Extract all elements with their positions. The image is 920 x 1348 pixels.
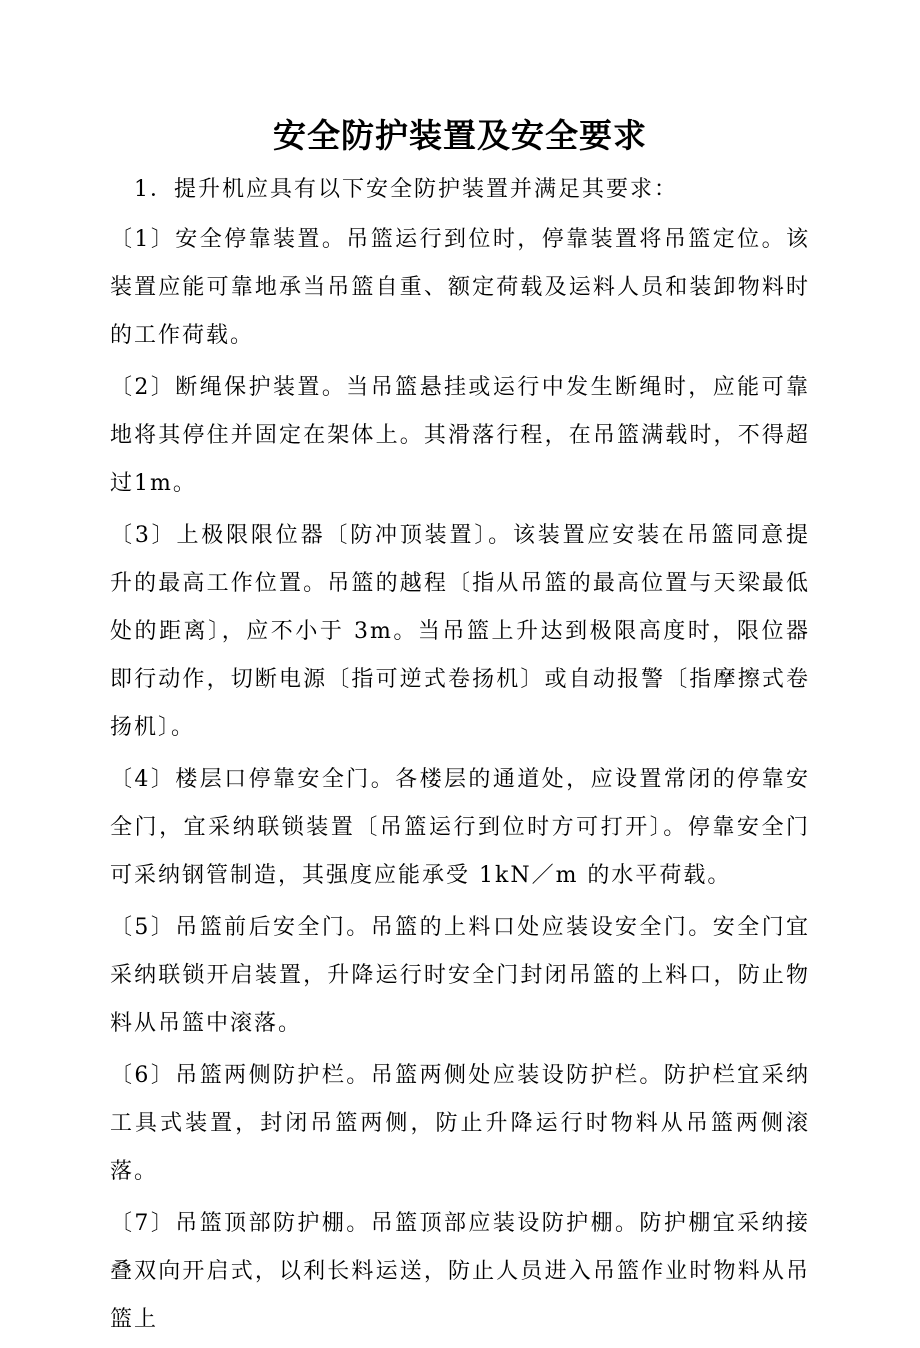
paragraph-item-3: 〔3〕上极限限位器〔防冲顶装置〕。该装置应安装在吊篮同意提升的最高工作位置。吊篮的越程〔指从吊篮的最高位置与天梁最低处的距离〕，应不小于 3m。当吊篮上升达到极限高度时，限位器即行动作，切断电源〔指可逆式卷扬机〕或自动报警〔指摩擦式卷扬机〕。 xyxy=(110,523,810,740)
page-title: 安全防护装置及安全要求 xyxy=(273,116,647,155)
intro-paragraph: 1．提升机应具有以下安全防护装置并满足其要求： xyxy=(134,177,678,202)
paragraph-item-5: 〔5〕吊篮前后安全门。吊篮的上料口处应装设安全门。安全门宜采纳联锁开启装置，升降运行时安全门封闭吊篮的上料口，防止物料从吊篮中滚落。 xyxy=(110,915,810,1036)
paragraph-item-7: 〔7〕吊篮顶部防护棚。吊篮顶部应装设防护棚。防护棚宜采纳接叠双向开启式，以利长料运送，防止人员进入吊篮作业时物料从吊篮上 xyxy=(110,1211,810,1332)
paragraph-item-1: 〔1〕安全停靠装置。吊篮运行到位时，停靠装置将吊篮定位。该装置应能可靠地承当吊篮自重、额定荷载及运料人员和装卸物料时的工作荷载。 xyxy=(110,227,810,348)
document-body xyxy=(110,166,810,1348)
paragraph-item-4: 〔4〕楼层口停靠安全门。各楼层的通道处，应设置常闭的停靠安全门，宜采纳联锁装置〔吊篮运行到位时方可打开〕。停靠安全门可采纳钢管制造，其强度应能承受 1kN／m 的水平荷载。 xyxy=(110,767,810,888)
paragraph-item-6: 〔6〕吊篮两侧防护栏。吊篮两侧处应装设防护栏。防护栏宜采纳工具式装置，封闭吊篮两侧，防止升降运行时物料从吊篮两侧滚落。 xyxy=(110,1063,810,1184)
paragraph-item-2: 〔2〕断绳保护装置。当吊篮悬挂或运行中发生断绳时，应能可靠地将其停住并固定在架体上。其滑落行程，在吊篮满载时，不得超过1m。 xyxy=(110,375,810,496)
